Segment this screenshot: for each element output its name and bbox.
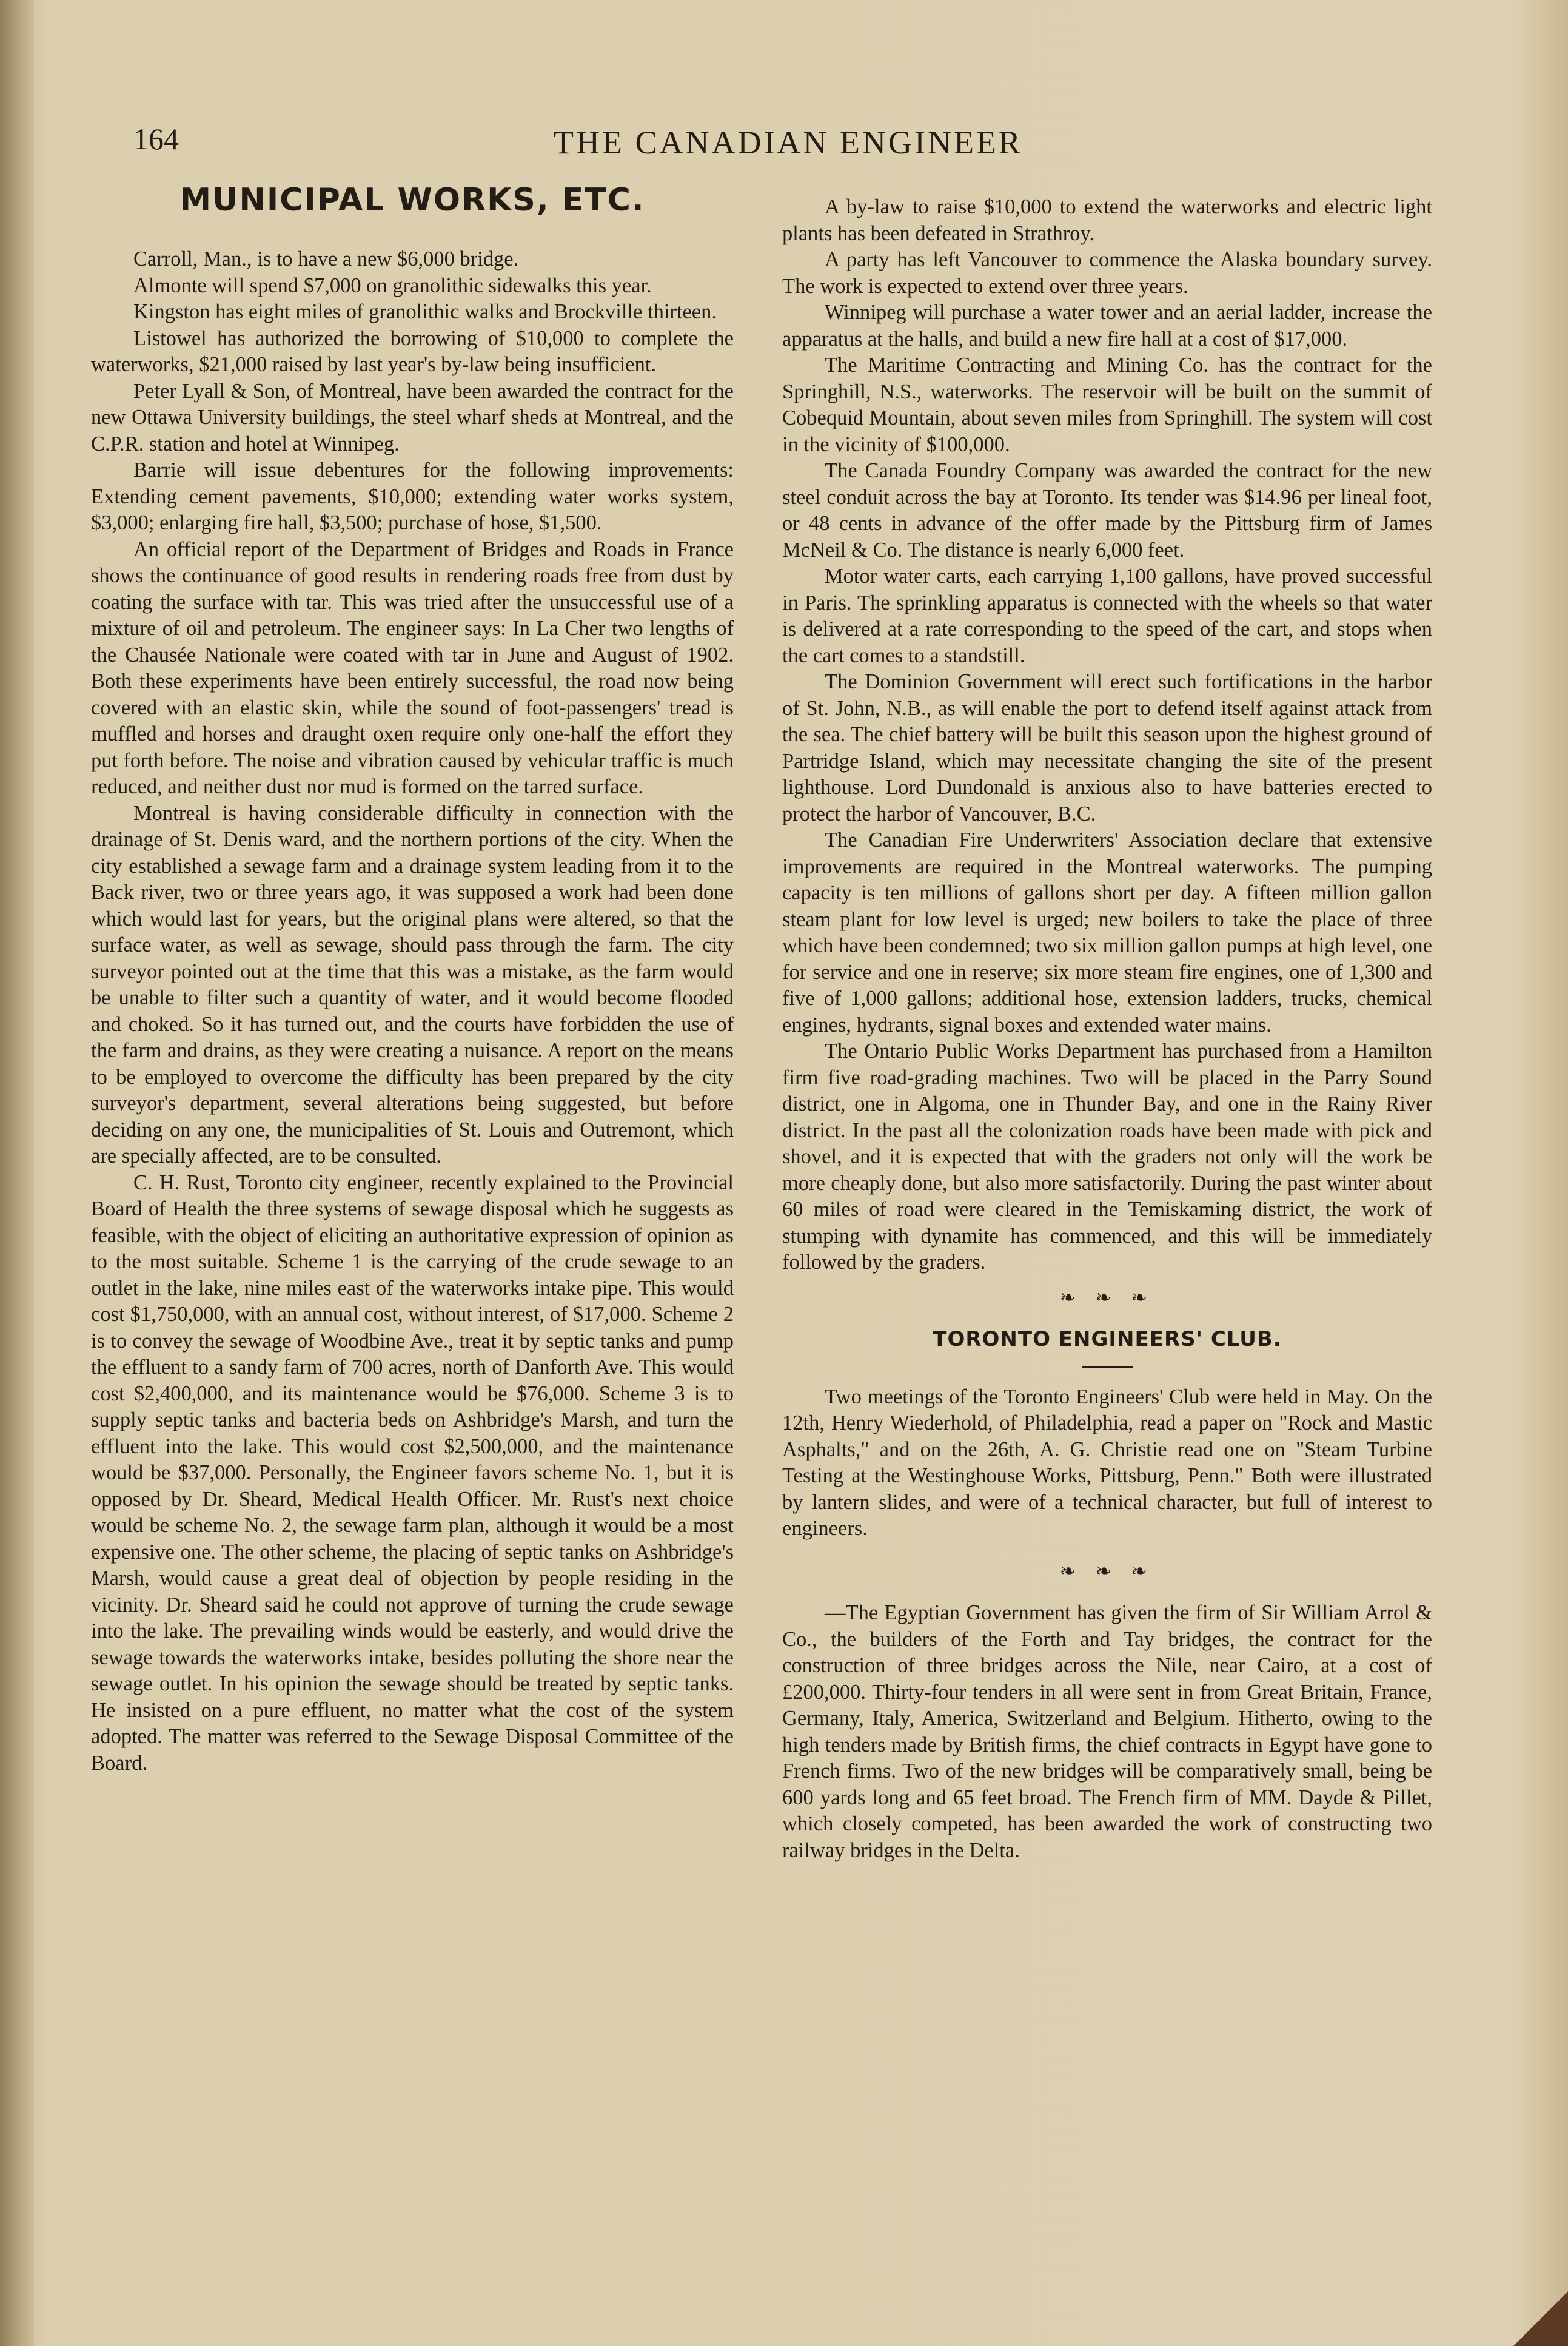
paragraph: Peter Lyall & Son, of Montreal, have been awarded the contract for the new Ottawa University buildings, the steel wharf sheds at Montreal, and the C.P.R. station and hotel at Winnipeg. <box>91 379 734 455</box>
paragraph: Almonte will spend $7,000 on granolithic sidewalks this year. <box>133 274 652 297</box>
book-binding-edge <box>0 0 34 2346</box>
paragraph: The Canada Foundry Company was awarded the contract for the new steel conduit across the bay at Toronto. Its tender was $14.96 per lineal foot, or 48 cents in advance of the offer made by the Pittsburg firm of James McNeil & Co. The distance is nearly 6,000 feet. <box>782 459 1432 562</box>
club-paragraph: Two meetings of the Toronto Engineers' Club were held in May. On the 12th, Henry Wiederhold, of Philadelphia, read a paper on "Rock and Mastic Asphalts," and on the 26th, A. G. Christie read one on "Steam Turbine Testing at the Westinghouse Works, Pittsburg, Penn." Both were illustrated by lantern slides, and were of a technical character, but full of interest to engineers. <box>782 1385 1432 1540</box>
paragraph: Montreal is having considerable difficulty in connection with the drainage of St. Denis ward, and the northern portions of the city. When the city established a sewage farm and a drainage system leading from it to the Back river, two or three years ago, it was supposed a work had been done which would last for years, but the original plans were altered, so that the surface water, as well as sewage, should pass through the farm. The city surveyor pointed out at the time that this was a mistake, as the farm would be unable to filter such a quantity of water, and it would become flooded and choked. So it has turned out, and the courts have forbidden the use of the farm and drains, as they were creating a nuisance. A report on the means to be employed to overcome the difficulty has been prepared by the city surveyor's department, several alterations being suggested, but before deciding on any one, the municipalities of St. Louis and Outremont, which are specially affected, are to be consulted. <box>91 801 734 1168</box>
journal-title: THE CANADIAN ENGINEER <box>554 124 1023 161</box>
section-heading: MUNICIPAL WORKS, ETC. <box>179 182 645 218</box>
ornament-divider: ❧ ❧ ❧ <box>1059 1559 1155 1582</box>
paragraph: A by-law to raise $10,000 to extend the waterworks and electric light plants has been defeated in Strathroy. <box>782 195 1432 245</box>
paragraph: The Maritime Contracting and Mining Co. has the contract for the Springhill, N.S., waterworks. The reservoir will be built on the summit of Cobequid Mountain, about seven miles from Springhill. The system will cost in the vicinity of $100,000. <box>782 354 1432 456</box>
paragraph: Motor water carts, each carrying 1,100 gallons, have proved successful in Paris. The sprinkling apparatus is connected with the wheels so that water is delivered at a rate corresponding to the speed of the cart, and stops when the cart comes to a standstill. <box>782 565 1432 667</box>
heading-rule <box>1082 1366 1133 1368</box>
paragraph: Kingston has eight miles of granolithic walks and Brockville thirteen. <box>133 300 717 323</box>
left-column <box>91 182 734 1776</box>
page-corner-tab <box>1513 2291 1568 2346</box>
paragraph: The Canadian Fire Underwriters' Association declare that extensive improvements are required in the Montreal waterworks. The pumping capacity is ten millions of gallons short per day. A fifteen million gallon steam plant for low level is urged; new boilers to take the place of three which have been condemned; two six million gallon pumps at high level, one for service and one in reserve; six more steam fire engines, one of 1,300 and five of 1,000 gallons; additional hose, extension ladders, trucks, chemical engines, hydrants, signal boxes and extended water mains. <box>782 828 1432 1037</box>
right-column <box>782 194 1432 1864</box>
paragraph: Winnipeg will purchase a water tower and an aerial ladder, increase the apparatus at the halls, and build a new fire hall at a cost of $17,000. <box>782 301 1432 351</box>
paragraph: Carroll, Man., is to have a new $6,000 bridge. <box>133 247 519 271</box>
paragraph: A party has left Vancouver to commence the Alaska boundary survey. The work is expected to extend over three years. <box>782 248 1432 298</box>
page-number: 164 <box>133 122 179 156</box>
paragraph: Barrie will issue debentures for the following improvements: Extending cement pavements, $10,000; extending water works system, $3,000; enlarging fire hall, $3,500; purchase of hose, $1,500. <box>91 459 734 534</box>
paragraph: The Ontario Public Works Department has purchased from a Hamilton firm five road-grading machines. Two will be placed in the Parry Sound district, one in Algoma, one in Thunder Bay, and one in the Rainy River district. In the past all the colonization roads have been made with pick and shovel, and it is expected that with the graders not only will the work be more cheaply done, but also more satisfactorily. During the past winter about 60 miles of road were cleared in the Temiskaming district, the work of stumping with dynamite has commenced, and this will be immediately followed by the graders. <box>782 1040 1432 1274</box>
paragraph: C. H. Rust, Toronto city engineer, recently explained to the Provincial Board of Health the three systems of sewage disposal which he suggests as feasible, with the object of eliciting an authoritative expression of opinion as to the most suitable. Scheme 1 is the carrying of the crude sewage to an outlet in the lake, nine miles east of the waterworks intake pipe. This would cost $1,750,000, with an annual cost, without interest, of $17,000. Scheme 2 is to convey the sewage of Woodbine Ave., treat it by septic tanks and pump the effluent to a sandy farm of 700 acres, north of Danforth Ave. This would cost $2,400,000, and its maintenance would be $76,000. Scheme 3 is to supply septic tanks and bacteria beds on Ashbridge's Marsh, and turn the effluent into the lake. This would cost $2,500,000, and the maintenance would be $37,000. Personally, the Engineer favors scheme No. 1, but it is opposed by Dr. Sheard, Medical Health Officer. Mr. Rust's next choice would be scheme No. 2, the sewage farm plan, although it would be a most expensive one. The other scheme, the placing of septic tanks on Ashbridge's Marsh, would cause a great deal of objection by people residing in the vicinity. Dr. Sheard said he could not approve of turning the crude sewage into the lake. The prevailing winds would be easterly, and would drive the sewage towards the waterworks intake, besides polluting the shore near the sewage outlet. In his opinion the sewage should be treated by septic tanks. He insisted on a pure effluent, no matter what the cost of the system adopted. The matter was referred to the Sewage Disposal Committee of the Board. <box>91 1171 734 1775</box>
egypt-paragraph: —The Egyptian Government has given the firm of Sir William Arrol & Co., the builders of the Forth and Tay bridges, the contract for the construction of three bridges across the Nile, near Cairo, at a cost of £200,000. Thirty-four tenders in all were sent in from Great Britain, France, Germany, Italy, America, Switzerland and Belgium. Hitherto, owing to the high tenders made by British firms, the chief contracts in Egypt have gone to French firms. Two of the new bridges will be comparatively small, being be 600 yards long and 65 feet broad. The French firm of MM. Dayde & Pillet, which closely competed, has been awarded the work of constructing two railway bridges in the Delta. <box>782 1601 1432 1862</box>
paragraph: The Dominion Government will erect such fortifications in the harbor of St. John, N.B., as will enable the port to defend itself against attack from the sea. The chief battery will be built this season upon the highest ground of Partridge Island, which may necessitate changing the site of the present lighthouse. Lord Dundonald is anxious also to have batteries erected to protect the harbor of Vancouver, B.C. <box>782 670 1432 825</box>
club-heading: TORONTO ENGINEERS' CLUB. <box>933 1327 1282 1351</box>
running-head <box>133 121 1431 170</box>
ornament-divider: ❧ ❧ ❧ <box>1059 1286 1155 1308</box>
paragraph: An official report of the Department of Bridges and Roads in France shows the continuance of good results in rendering roads free from dust by coating the surface with tar. This was tried after the unsuccessful use of a mixture of oil and petroleum. The engineer says: In La Cher two lengths of the Chausée Nationale were coated with tar in June and August of 1902. Both these experiments have been entirely successful, the road now being covered with an elastic skin, while the sound of foot-passengers' tread is muffled and horses and draught oxen require only one-half the effort they put forth before. The noise and vibration caused by vehicular traffic is much reduced, and neither dust nor mud is formed on the tarred surface. <box>91 537 734 798</box>
paragraph: Listowel has authorized the borrowing of $10,000 to complete the waterworks, $21,000 raised by last year's by-law being insufficient. <box>91 326 734 376</box>
